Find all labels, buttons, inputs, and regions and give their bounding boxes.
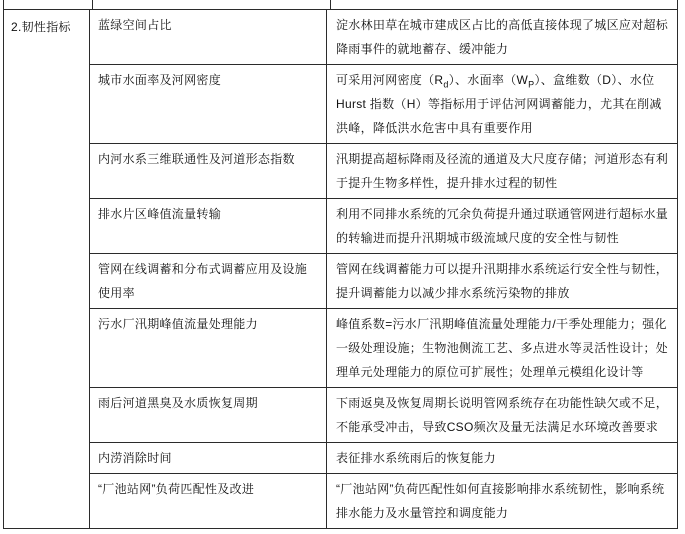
indicator-cell: 内涝消除时间 [90, 443, 327, 473]
description-cell [327, 443, 677, 473]
table-row [90, 474, 677, 528]
indicator-cell: 排水片区峰值流量转输 [90, 199, 327, 253]
category-cell: 2.韧性指标 [4, 10, 90, 528]
table-row [90, 10, 677, 65]
description-cell [327, 309, 677, 387]
description-text: 管网在线调蓄能力可以提升汛期排水系统运行安全性与韧性，提升调蓄能力以减少排水系统污染物的排放 [336, 262, 669, 300]
partial-cell-description [331, 0, 677, 9]
indicator-cell: 城市水面率及河网密度 [90, 65, 327, 143]
table-row [90, 144, 677, 199]
description-text: 利用不同排水系统的冗余负荷提升通过联通管网进行超标水量的转输进而提升汛期城市级流域尺度的安全性与韧性 [336, 207, 669, 245]
indicator-cell: 蓝绿空间占比 [90, 10, 327, 64]
resilience-indicators-table [3, 9, 678, 529]
table-row [90, 65, 677, 144]
subscript-text: P [528, 79, 535, 90]
indicator-cell: “厂池站网”负荷匹配性及改进 [90, 474, 327, 528]
table-partial-row [3, 0, 678, 9]
description-cell [327, 65, 677, 143]
description-cell [327, 388, 677, 442]
indicator-cell: 污水厂汛期峰值流量处理能力 [90, 309, 327, 387]
description-text: “厂池站网”负荷匹配性如何直接影响排水系统韧性，影响系统排水能力及水量管控和调度能力 [336, 482, 665, 520]
table-row [90, 309, 677, 388]
indicator-cell: 雨后河道黑臭及水质恢复周期 [90, 388, 327, 442]
description-cell [327, 254, 677, 308]
description-cell [327, 10, 677, 64]
table-row [90, 254, 677, 309]
partial-cell-category [4, 0, 93, 9]
table-row [90, 443, 677, 474]
description-text: ）、水面率（W [448, 73, 529, 87]
description-cell [327, 199, 677, 253]
table-row [90, 199, 677, 254]
description-cell [327, 474, 677, 528]
description-text: 淀水林田草在城市建成区占比的高低直接体现了城区应对超标降雨事件的就地蓄存、缓冲能力 [336, 18, 669, 56]
partial-cell-indicator [93, 0, 331, 9]
indicator-cell: 内河水系三维联通性及河道形态指数 [90, 144, 327, 198]
description-text: ）、盒维数（D）、水位Hurst 指数（H）等指标用于评估河网调蓄能力，尤其在削减洪峰，降低洪水危害中具有重要作用 [336, 73, 662, 135]
indicator-cell: 管网在线调蓄和分布式调蓄应用及设施使用率 [90, 254, 327, 308]
description-text: 可采用河网密度（R [336, 73, 444, 87]
subscript-text: d [443, 79, 449, 90]
description-text: 汛期提高超标降雨及径流的通道及大尺度存储；河道形态有利于提升生物多样性，提升排水过程的韧性 [336, 152, 669, 190]
description-text: 下雨返臭及恢复周期长说明管网系统存在功能性缺欠或不足，不能承受冲击，导致CSO频次及量无法满足水环境改善要求 [336, 396, 669, 434]
description-cell [327, 144, 677, 198]
table-row [90, 388, 677, 443]
description-text: 表征排水系统雨后的恢复能力 [336, 451, 496, 465]
table-rows [90, 10, 677, 528]
description-text: 峰值系数=污水厂汛期峰值流量处理能力/干季处理能力；强化一级处理设施；生物池侧流工艺、多点进水等灵活性设计；处理单元处理能力的原位可扩展性；处理单元模组化设计等 [336, 317, 669, 379]
